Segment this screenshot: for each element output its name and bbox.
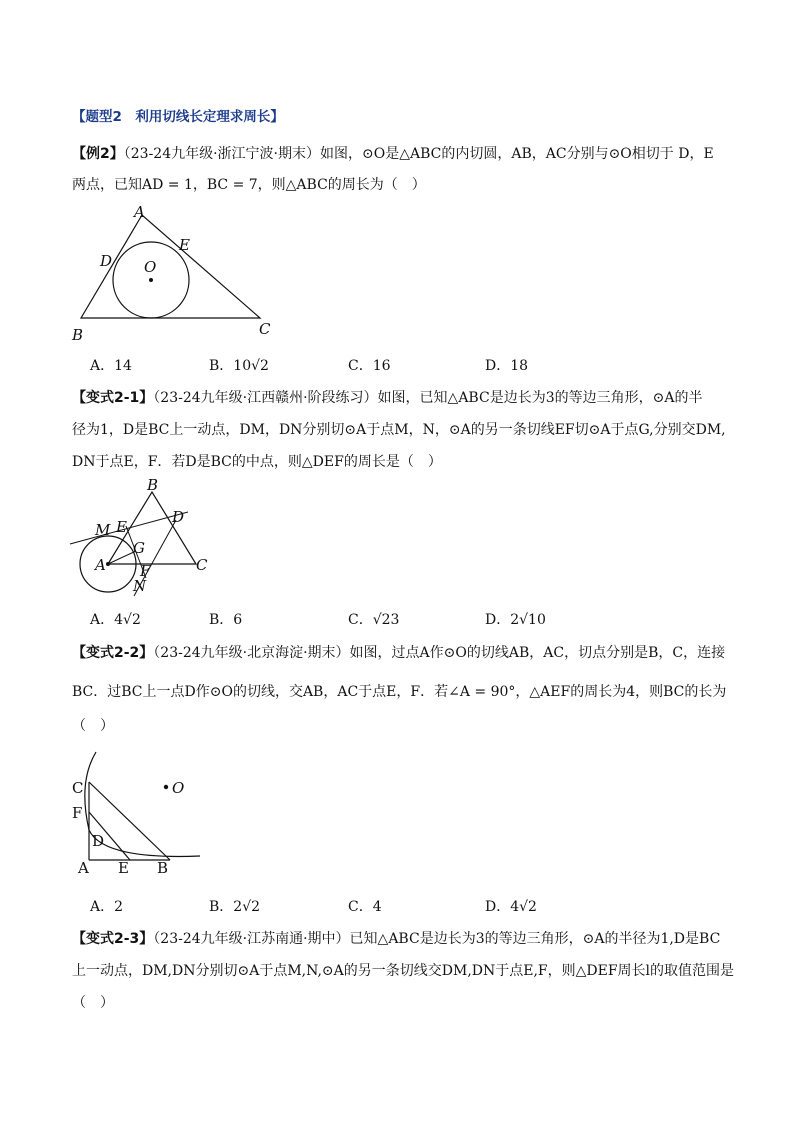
problem-2-line-1 (72, 388, 702, 408)
label-b: B (157, 859, 169, 877)
problem-2-option-b: B．6 (209, 612, 243, 628)
label-b: B (72, 326, 84, 344)
problem-4-text-2: 上一动点，DM,DN分别切⊙A于点M,N,⊙A的另一条切线交DM,DN于点E,F，则△DEF周长l的取值范围是 (72, 963, 735, 979)
problem-3-label: 【变式2-2】 (72, 645, 154, 661)
label-b: B (147, 476, 159, 494)
label-c: C (72, 779, 84, 797)
label-c: C (196, 556, 208, 574)
problem-1-option-d: D．18 (485, 358, 529, 374)
problem-3-option-c: C．4 (348, 899, 382, 915)
label-o: O (144, 258, 157, 276)
label-d: D (92, 832, 105, 850)
center-point-o (164, 785, 168, 789)
label-e: E (179, 236, 190, 254)
problem-1-option-a: A．14 (90, 358, 132, 374)
problem-3-option-a: A．2 (90, 899, 124, 915)
label-o: O (172, 779, 185, 797)
problem-2-label: 【变式2-1】 (72, 390, 154, 406)
problem-3-text-2: BC．过BC上一点D作⊙O的切线，交AB，AC于点E，F．若∠A = 90°，△AEF的周长为4，则BC的长为 (72, 684, 727, 700)
problem-3-text-3: （ ） (72, 718, 114, 734)
label-e: E (118, 859, 129, 877)
problem-4-label: 【变式2-3】 (72, 931, 154, 947)
problem-2-option-d: D．2√10 (485, 612, 546, 628)
label-a: A (78, 859, 89, 877)
label-d: D (172, 508, 185, 526)
problem-2-text-3: DN于点E，F．若D是BC的中点，则△DEF的周长是（ ） (72, 454, 442, 470)
label-a: A (95, 556, 106, 574)
problem-1-option-c: C．16 (348, 358, 391, 374)
label-a: A (134, 203, 145, 221)
problem-4-text-1: （23-24九年级·江苏南通·期中）已知△ABC是边长为3的等边三角形，⊙A的半径为1,D是BC (153, 931, 721, 947)
problem-2-option-c: C．√23 (348, 612, 400, 628)
problem-2-option-a: A．4√2 (90, 612, 141, 628)
label-g: G (133, 539, 145, 557)
figure-equilateral-tangent (60, 476, 220, 606)
label-f: F (72, 804, 83, 822)
problem-1-option-b: B．10√2 (209, 358, 269, 374)
tangent-dm (70, 512, 188, 544)
label-f: F (140, 562, 151, 580)
problem-3-line-1 (72, 643, 725, 663)
figure-right-angle-tangent (60, 742, 220, 882)
label-n: N (133, 577, 147, 595)
problem-1-label: 【例2】 (72, 146, 124, 162)
problem-3-text-1: （23-24九年级·北京海淀·期末）如图，过点A作⊙O的切线AB，AC，切点分别是B，C，连接 (153, 645, 726, 661)
problem-3-option-d: D．4√2 (485, 899, 537, 915)
problem-1-line-1 (72, 144, 714, 164)
problem-1-text-2: 两点，已知AD = 1，BC = 7，则△ABC的周长为（ ） (72, 177, 426, 193)
label-c: C (259, 320, 271, 338)
label-e: E (116, 518, 127, 536)
problem-1-text-1: （23-24九年级·浙江宁波·期末）如图，⊙O是△ABC的内切圆，AB，AC分别与⊙O相切于 D，E (123, 146, 714, 162)
section-heading: 【题型2 利用切线长定理求周长】 (72, 109, 284, 125)
problem-2-text-2: 径为1，D是BC上一动点，DM，DN分别切⊙A于点M，N，⊙A的另一条切线EF切⊙A于点G,分别交DM, (72, 422, 726, 438)
problem-4-text-3: （ ） (72, 995, 114, 1011)
label-m: M (95, 521, 111, 539)
label-d: D (100, 252, 113, 270)
problem-3-option-b: B．2√2 (209, 899, 261, 915)
problem-4-line-1 (72, 929, 720, 949)
center-point-o (149, 278, 153, 282)
problem-2-text-1: （23-24九年级·江西赣州·阶段练习）如图，已知△ABC是边长为3的等边三角形，⊙A的半 (153, 390, 703, 406)
figure-incircle-triangle (60, 200, 290, 350)
